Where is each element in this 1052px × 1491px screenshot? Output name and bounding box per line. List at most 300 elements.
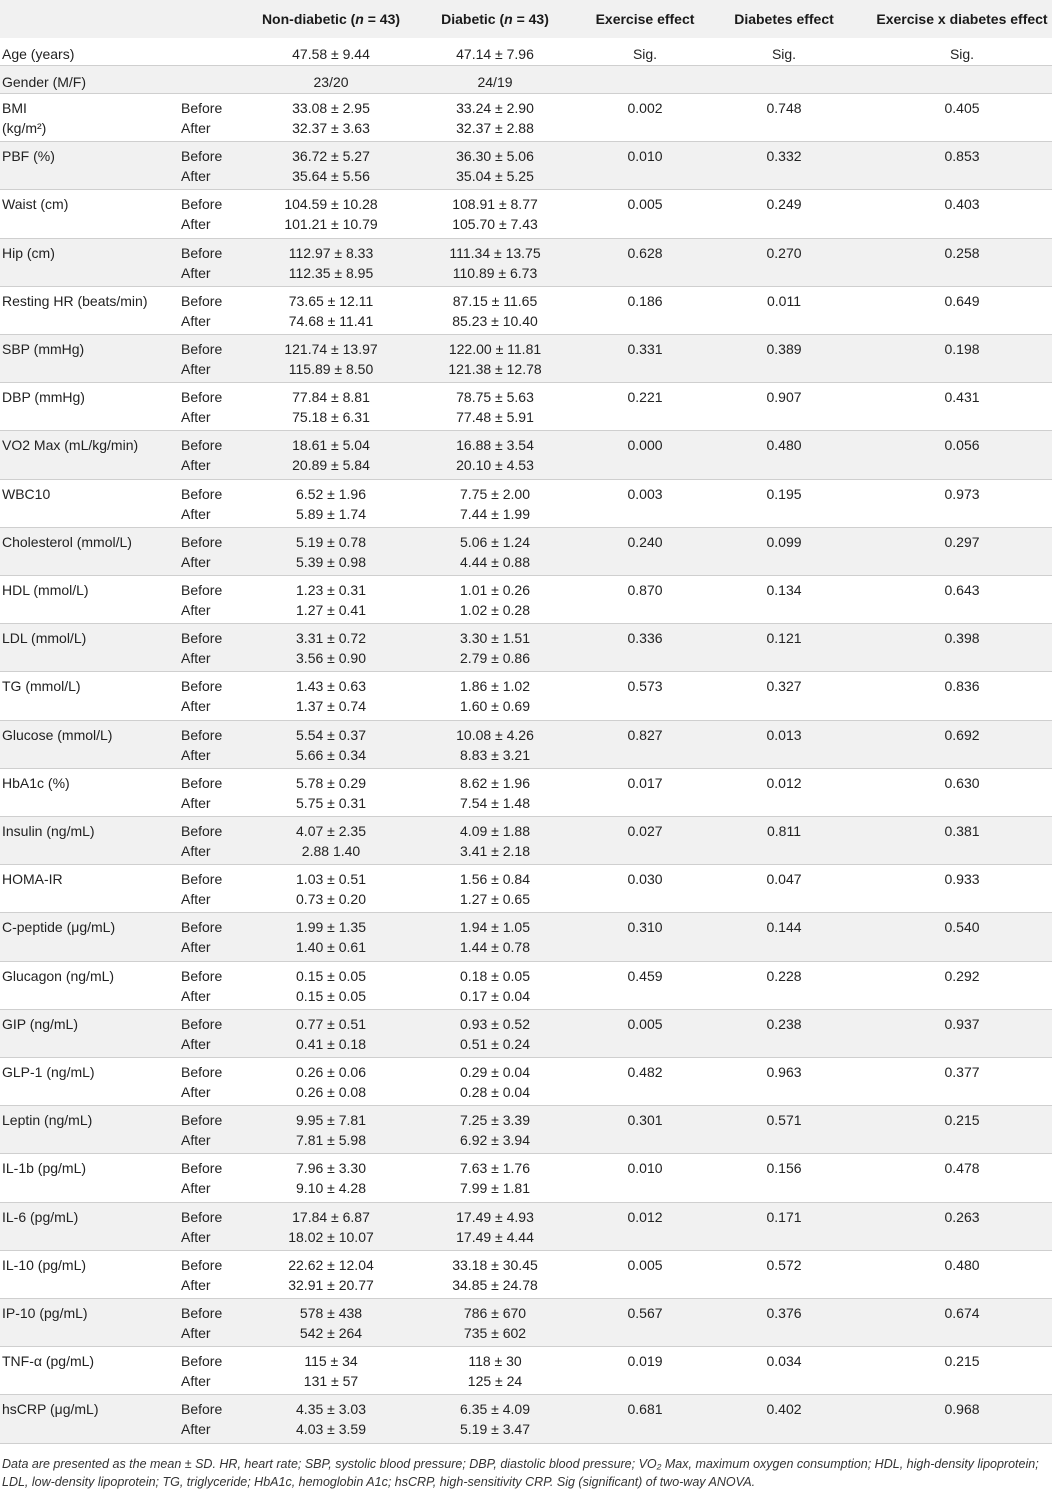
phase-after-label: After: [181, 1084, 211, 1100]
non-diabetic-after-value: 2.88 1.40: [301, 843, 361, 859]
phase-before-label: Before: [181, 919, 223, 936]
diabetic-before-value: 108.91 ± 8.77: [452, 196, 538, 213]
diabetic-after-value: 4.44 ± 0.88: [460, 553, 530, 570]
diabetic-before-value: 0.93 ± 0.52: [460, 1015, 530, 1032]
diabetes-effect-value: 0.099: [766, 533, 802, 550]
diabetic-before-value: 33.24 ± 2.90: [456, 100, 534, 116]
interaction-effect-value: 0.297: [944, 533, 980, 550]
non-diabetic-before-value: 73.65 ± 12.11: [288, 292, 374, 309]
interaction-effect-value: 0.973: [944, 485, 980, 502]
diabetes-effect-value: 0.034: [766, 1353, 802, 1370]
exercise-effect-value: 0.000: [627, 437, 663, 454]
diabetic-before-value: 33.18 ± 30.45: [452, 1256, 538, 1273]
table-row: [0, 431, 1052, 479]
diabetic-after-value: 110.89 ± 6.73: [452, 264, 538, 281]
phase-after-label: After: [181, 120, 211, 136]
diabetic-after-value: 34.85 ± 24.78: [452, 1276, 538, 1293]
interaction-effect-value: 0.649: [944, 292, 980, 309]
phase-before-label: Before: [181, 437, 223, 454]
diabetic-before-value: 10.08 ± 4.26: [456, 726, 534, 743]
table-row: [0, 142, 1052, 190]
phase-before-label: Before: [181, 1353, 223, 1370]
non-diabetic-before-value: 121.74 ± 13.97: [284, 341, 378, 357]
phase-before-label: Before: [181, 100, 223, 116]
interaction-effect-value: 0.540: [944, 919, 980, 936]
table-row: [0, 383, 1052, 431]
diabetes-effect-value: Sig.: [771, 46, 797, 62]
interaction-effect-value: 0.292: [944, 967, 980, 984]
row-label: C-peptide (μg/mL): [2, 919, 116, 936]
header-diabetes-effect: Diabetes effect: [734, 11, 834, 27]
phase-before-label: Before: [181, 871, 223, 888]
table-row: [0, 913, 1052, 961]
phase-before-label: Before: [181, 1015, 223, 1032]
phase-after-label: After: [181, 1035, 211, 1052]
table-row: [0, 1106, 1052, 1154]
diabetic-before-value: 122.00 ± 11.81: [448, 341, 542, 357]
phase-after-label: After: [181, 1325, 211, 1341]
non-diabetic-after-value: 0.15 ± 0.05: [296, 987, 366, 1004]
phase-after-label: After: [181, 553, 211, 570]
diabetes-effect-value: 0.811: [767, 823, 801, 839]
row-label: WBC10: [2, 485, 51, 502]
exercise-effect-value: 0.010: [627, 148, 663, 165]
row-label: HDL (mmol/L): [2, 582, 89, 598]
phase-after-label: After: [181, 1180, 211, 1197]
interaction-effect-value: 0.215: [944, 1353, 980, 1370]
table-row: [0, 335, 1052, 383]
phase-after-label: After: [181, 650, 211, 667]
non-diabetic-after-value: 20.89 ± 5.84: [292, 457, 370, 474]
exercise-effect-value: 0.005: [627, 1256, 663, 1273]
diabetes-effect-value: 0.907: [766, 389, 802, 406]
non-diabetic-before-value: 77.84 ± 8.81: [292, 389, 370, 406]
diabetic-before-value: 7.63 ± 1.76: [460, 1160, 530, 1177]
phase-before-label: Before: [181, 389, 223, 406]
interaction-effect-value: 0.643: [944, 582, 980, 598]
table-row: [0, 576, 1052, 624]
interaction-effect-value: 0.377: [944, 1064, 980, 1080]
exercise-effect-value: 0.310: [627, 919, 663, 936]
row-label: TNF-α (pg/mL): [2, 1353, 95, 1370]
row-label: GLP-1 (ng/mL): [2, 1064, 95, 1080]
non-diabetic-before-value: 1.43 ± 0.63: [296, 678, 366, 695]
exercise-effect-value: 0.003: [627, 485, 663, 502]
non-diabetic-after-value: 74.68 ± 11.41: [288, 312, 374, 329]
interaction-effect-value: 0.674: [944, 1305, 980, 1321]
diabetic-after-value: 1.27 ± 0.65: [460, 891, 530, 908]
table-row: [0, 1203, 1052, 1251]
non-diabetic-before-value: 112.97 ± 8.33: [288, 244, 374, 261]
diabetic-after-value: 7.99 ± 1.81: [460, 1180, 530, 1197]
diabetic-after-value: 121.38 ± 12.78: [448, 361, 542, 377]
row-label: TG (mmol/L): [2, 678, 81, 695]
phase-before-label: Before: [181, 148, 223, 165]
phase-before-label: Before: [181, 1160, 223, 1177]
row-label: Gender (M/F): [2, 74, 87, 90]
exercise-effect-value: 0.012: [627, 1208, 663, 1225]
diabetic-before-value: 36.30 ± 5.06: [456, 148, 534, 165]
phase-after-label: After: [181, 264, 211, 281]
phase-after-label: After: [181, 602, 211, 618]
non-diabetic-after-value: 115.89 ± 8.50: [288, 361, 374, 377]
non-diabetic-after-value: 3.56 ± 0.90: [296, 650, 366, 667]
exercise-effect-value: 0.628: [627, 244, 663, 261]
exercise-effect-value: 0.186: [627, 292, 663, 309]
exercise-effect-value: 0.002: [627, 100, 663, 116]
phase-before-label: Before: [181, 774, 223, 791]
table-row: [0, 624, 1052, 672]
diabetic-before-value: 87.15 ± 11.65: [452, 292, 538, 309]
non-diabetic-after-value: 32.37 ± 3.63: [292, 120, 370, 136]
phase-after-label: After: [181, 409, 211, 426]
table-row: [0, 239, 1052, 287]
non-diabetic-before-value: 0.15 ± 0.05: [296, 967, 366, 984]
interaction-effect-value: 0.215: [944, 1112, 980, 1129]
non-diabetic-before-value: 4.07 ± 2.35: [296, 823, 366, 839]
non-diabetic-before-value: 36.72 ± 5.27: [292, 148, 370, 165]
non-diabetic-after-value: 7.81 ± 5.98: [296, 1132, 366, 1149]
diabetic-after-value: 1.60 ± 0.69: [460, 698, 530, 715]
non-diabetic-after-value: 1.27 ± 0.41: [296, 602, 366, 618]
diabetes-effect-value: 0.327: [766, 678, 802, 695]
diabetic-before-value: 1.94 ± 1.05: [460, 919, 530, 936]
non-diabetic-value: 47.58 ± 9.44: [292, 46, 370, 62]
non-diabetic-after-value: 35.64 ± 5.56: [292, 168, 370, 185]
row-label: BMI: [2, 100, 27, 116]
interaction-effect-value: 0.398: [944, 630, 980, 647]
diabetes-effect-value: 0.012: [766, 774, 802, 791]
non-diabetic-after-value: 1.37 ± 0.74: [296, 698, 366, 715]
diabetic-after-value: 8.83 ± 3.21: [460, 746, 530, 763]
table-row: [0, 721, 1052, 769]
diabetes-effect-value: 0.402: [766, 1401, 802, 1418]
diabetes-effect-value: 0.480: [766, 437, 802, 454]
interaction-effect-value: 0.258: [944, 244, 980, 261]
interaction-effect-value: 0.431: [944, 389, 980, 406]
non-diabetic-before-value: 22.62 ± 12.04: [288, 1256, 374, 1273]
exercise-effect-value: 0.027: [627, 823, 663, 839]
phase-after-label: After: [181, 1228, 211, 1245]
non-diabetic-before-value: 9.95 ± 7.81: [296, 1112, 366, 1129]
non-diabetic-after-value: 18.02 ± 10.07: [288, 1228, 374, 1245]
row-label-unit: (kg/m²): [2, 120, 47, 136]
diabetes-effect-value: 0.228: [766, 967, 802, 984]
phase-after-label: After: [181, 987, 211, 1004]
interaction-effect-value: 0.853: [944, 148, 980, 165]
non-diabetic-before-value: 6.52 ± 1.96: [296, 485, 366, 502]
interaction-effect-value: 0.198: [944, 341, 980, 357]
interaction-effect-value: 0.405: [944, 100, 980, 116]
diabetic-after-value: 20.10 ± 4.53: [456, 457, 534, 474]
row-label: Waist (cm): [2, 196, 69, 213]
diabetic-before-value: 111.34 ± 13.75: [449, 244, 541, 261]
phase-after-label: After: [181, 891, 211, 908]
interaction-effect-value: 0.381: [944, 823, 980, 839]
diabetic-before-value: 3.30 ± 1.51: [460, 630, 530, 647]
table-row: [0, 287, 1052, 335]
diabetic-after-value: 7.54 ± 1.48: [460, 794, 530, 811]
phase-before-label: Before: [181, 196, 223, 213]
header-interaction-effect: Exercise x diabetes effect: [876, 11, 1048, 27]
row-label: SBP (mmHg): [2, 341, 85, 357]
phase-before-label: Before: [181, 1064, 223, 1080]
diabetes-effect-value: 0.376: [766, 1305, 802, 1321]
diabetic-before-value: 17.49 ± 4.93: [456, 1208, 534, 1225]
phase-before-label: Before: [181, 533, 223, 550]
diabetic-after-value: 5.19 ± 3.47: [460, 1421, 530, 1438]
interaction-effect-value: 0.403: [944, 196, 980, 213]
phase-before-label: Before: [181, 967, 223, 984]
exercise-effect-value: 0.336: [627, 630, 663, 647]
diabetic-before-value: 0.18 ± 0.05: [460, 967, 530, 984]
row-label: PBF (%): [2, 148, 55, 165]
phase-before-label: Before: [181, 1112, 223, 1129]
non-diabetic-before-value: 7.96 ± 3.30: [296, 1160, 366, 1177]
non-diabetic-after-value: 4.03 ± 3.59: [296, 1421, 366, 1438]
row-label: Age (years): [2, 46, 75, 62]
phase-after-label: After: [181, 1132, 211, 1149]
exercise-effect-value: 0.567: [627, 1305, 663, 1321]
row-label: Glucagon (ng/mL): [2, 967, 115, 984]
row-label: Leptin (ng/mL): [2, 1112, 93, 1129]
non-diabetic-before-value: 5.19 ± 0.78: [296, 533, 366, 550]
non-diabetic-after-value: 0.26 ± 0.08: [296, 1084, 366, 1100]
header-exercise-effect: Exercise effect: [595, 11, 695, 27]
diabetes-effect-value: 0.571: [766, 1112, 802, 1129]
phase-before-label: Before: [181, 1208, 223, 1225]
phase-after-label: After: [181, 1276, 211, 1293]
interaction-effect-value: 0.056: [944, 437, 980, 454]
phase-before-label: Before: [181, 1256, 223, 1273]
diabetes-effect-value: 0.963: [766, 1064, 802, 1080]
diabetic-after-value: 0.51 ± 0.24: [460, 1035, 530, 1052]
diabetic-after-value: 0.17 ± 0.04: [460, 987, 530, 1004]
diabetic-after-value: 77.48 ± 5.91: [456, 409, 534, 426]
diabetic-after-value: 6.92 ± 3.94: [460, 1132, 530, 1149]
table-row: [0, 962, 1052, 1010]
non-diabetic-before-value: 5.54 ± 0.37: [296, 726, 366, 743]
phase-after-label: After: [181, 1373, 211, 1390]
row-label: HOMA-IR: [2, 871, 63, 888]
row-label: Resting HR (beats/min): [2, 292, 148, 309]
exercise-effect-value: 0.221: [627, 389, 663, 406]
exercise-effect-value: 0.681: [627, 1401, 663, 1418]
table-row: [0, 865, 1052, 913]
table-row: [0, 38, 1052, 66]
exercise-effect-value: 0.240: [627, 533, 663, 550]
table-row: [0, 94, 1052, 142]
interaction-effect-value: 0.692: [944, 726, 980, 743]
row-label: Cholesterol (mmol/L): [2, 533, 132, 550]
phase-after-label: After: [181, 843, 211, 859]
table-row: [0, 528, 1052, 576]
non-diabetic-after-value: 1.40 ± 0.61: [296, 939, 366, 956]
diabetes-effect-value: 0.013: [766, 726, 802, 743]
interaction-effect-value: 0.263: [944, 1208, 980, 1225]
row-label: Insulin (ng/mL): [2, 823, 95, 839]
exercise-effect-value: 0.005: [627, 1015, 663, 1032]
non-diabetic-before-value: 4.35 ± 3.03: [296, 1401, 366, 1418]
non-diabetic-before-value: 18.61 ± 5.04: [292, 437, 370, 454]
diabetic-after-value: 2.79 ± 0.86: [460, 650, 530, 667]
table-row: [0, 1347, 1052, 1395]
diabetic-before-value: 0.29 ± 0.04: [460, 1064, 530, 1080]
diabetic-before-value: 786 ± 670: [463, 1305, 527, 1321]
diabetic-after-value: 0.28 ± 0.04: [460, 1084, 530, 1100]
non-diabetic-after-value: 75.18 ± 6.31: [292, 409, 370, 426]
phase-before-label: Before: [181, 1305, 223, 1321]
phase-before-label: Before: [181, 244, 223, 261]
exercise-effect-value: 0.870: [627, 582, 663, 598]
exercise-effect-value: 0.030: [627, 871, 663, 888]
diabetic-before-value: 8.62 ± 1.96: [460, 774, 530, 791]
phase-after-label: After: [181, 457, 211, 474]
diabetic-value: 47.14 ± 7.96: [456, 46, 534, 62]
non-diabetic-after-value: 9.10 ± 4.28: [296, 1180, 366, 1197]
diabetic-after-value: 17.49 ± 4.44: [456, 1228, 534, 1245]
non-diabetic-before-value: 0.26 ± 0.06: [296, 1064, 366, 1080]
diabetic-after-value: 1.44 ± 0.78: [460, 939, 530, 956]
diabetes-effect-value: 0.011: [767, 292, 801, 309]
diabetic-value: 24/19: [477, 74, 513, 90]
non-diabetic-after-value: 0.73 ± 0.20: [296, 891, 366, 908]
interaction-effect-value: Sig.: [949, 46, 975, 62]
diabetic-before-value: 16.88 ± 3.54: [456, 437, 534, 454]
row-label: Hip (cm): [2, 244, 55, 261]
phase-before-label: Before: [181, 630, 223, 647]
table-row: [0, 1299, 1052, 1347]
table-row: [0, 769, 1052, 817]
diabetes-effect-value: 0.332: [766, 148, 802, 165]
non-diabetic-before-value: 1.99 ± 1.35: [296, 919, 366, 936]
header-diabetic: Diabetic (n = 43): [441, 11, 549, 27]
phase-after-label: After: [181, 746, 211, 763]
diabetic-after-value: 3.41 ± 2.18: [460, 843, 530, 859]
row-label: HbA1c (%): [2, 774, 70, 791]
non-diabetic-after-value: 5.89 ± 1.74: [296, 505, 366, 522]
exercise-effect-value: 0.301: [627, 1112, 663, 1129]
non-diabetic-after-value: 0.41 ± 0.18: [296, 1035, 366, 1052]
exercise-effect-value: 0.482: [627, 1064, 663, 1080]
row-label: IL-6 (pg/mL): [2, 1208, 79, 1225]
exercise-effect-value: 0.827: [627, 726, 663, 743]
non-diabetic-before-value: 0.77 ± 0.51: [296, 1015, 366, 1032]
table-row: [0, 1395, 1052, 1443]
row-label: IL-1b (pg/mL): [2, 1160, 87, 1177]
phase-before-label: Before: [181, 582, 223, 598]
non-diabetic-before-value: 104.59 ± 10.28: [284, 196, 378, 213]
phase-after-label: After: [181, 698, 211, 715]
non-diabetic-after-value: 5.66 ± 0.34: [296, 746, 366, 763]
table-row: [0, 480, 1052, 528]
exercise-effect-value: 0.005: [627, 196, 663, 213]
phase-after-label: After: [181, 312, 211, 329]
interaction-effect-value: 0.480: [944, 1256, 980, 1273]
diabetes-effect-value: 0.238: [766, 1015, 802, 1032]
diabetic-before-value: 4.09 ± 1.88: [460, 823, 530, 839]
non-diabetic-before-value: 1.23 ± 0.31: [296, 582, 366, 598]
diabetes-effect-value: 0.171: [766, 1208, 802, 1225]
phase-after-label: After: [181, 168, 211, 185]
table-row: [0, 817, 1052, 865]
non-diabetic-after-value: 112.35 ± 8.95: [288, 264, 374, 281]
non-diabetic-value: 23/20: [313, 74, 349, 90]
diabetes-effect-value: 0.389: [766, 341, 802, 357]
exercise-effect-value: 0.019: [627, 1353, 663, 1370]
table-row: [0, 672, 1052, 720]
table-row: [0, 1251, 1052, 1299]
diabetic-after-value: 125 ± 24: [467, 1373, 523, 1390]
diabetes-effect-value: 0.572: [766, 1256, 802, 1273]
non-diabetic-after-value: 32.91 ± 20.77: [288, 1276, 374, 1293]
phase-before-label: Before: [181, 485, 223, 502]
diabetic-before-value: 6.35 ± 4.09: [460, 1401, 530, 1418]
diabetic-before-value: 118 ± 30: [468, 1353, 522, 1370]
non-diabetic-after-value: 5.75 ± 0.31: [296, 794, 366, 811]
diabetes-effect-value: 0.144: [766, 919, 802, 936]
exercise-effect-value: 0.017: [627, 774, 663, 791]
exercise-effect-value: 0.331: [627, 341, 663, 357]
phase-before-label: Before: [181, 678, 223, 695]
row-label: LDL (mmol/L): [2, 630, 87, 647]
diabetic-before-value: 78.75 ± 5.63: [456, 389, 534, 406]
row-label: Glucose (mmol/L): [2, 726, 113, 743]
diabetes-effect-value: 0.156: [766, 1160, 802, 1177]
non-diabetic-before-value: 33.08 ± 2.95: [292, 100, 370, 116]
non-diabetic-before-value: 1.03 ± 0.51: [296, 871, 366, 888]
non-diabetic-before-value: 578 ± 438: [299, 1305, 363, 1321]
diabetic-after-value: 735 ± 602: [463, 1325, 527, 1341]
non-diabetic-after-value: 542 ± 264: [299, 1325, 363, 1341]
phase-after-label: After: [181, 939, 211, 956]
diabetic-after-value: 7.44 ± 1.99: [460, 505, 530, 522]
diabetic-after-value: 32.37 ± 2.88: [456, 120, 534, 136]
diabetic-after-value: 85.23 ± 10.40: [452, 312, 538, 329]
row-label: GIP (ng/mL): [2, 1015, 78, 1032]
row-label: hsCRP (μg/mL): [2, 1401, 99, 1418]
phase-after-label: After: [181, 505, 211, 522]
phase-before-label: Before: [181, 292, 223, 309]
exercise-effect-value: 0.010: [627, 1160, 663, 1177]
exercise-effect-value: 0.459: [627, 967, 663, 984]
diabetic-after-value: 35.04 ± 5.25: [456, 168, 534, 185]
diabetic-before-value: 1.86 ± 1.02: [460, 678, 530, 695]
table-row: [0, 1010, 1052, 1058]
diabetic-before-value: 7.75 ± 2.00: [460, 485, 530, 502]
diabetic-before-value: 1.56 ± 0.84: [460, 871, 530, 888]
diabetic-after-value: 105.70 ± 7.43: [452, 216, 538, 233]
phase-after-label: After: [181, 361, 211, 377]
diabetes-effect-value: 0.134: [766, 582, 802, 598]
interaction-effect-value: 0.937: [944, 1015, 980, 1032]
diabetes-effect-value: 0.270: [766, 244, 802, 261]
diabetic-before-value: 1.01 ± 0.26: [460, 582, 530, 598]
table-footnote: Data are presented as the mean ± SD. HR, heart rate; SBP, systolic blood pressure; DBP, diastolic blood pressure; VO₂ Max, maximum oxygen consumption; HDL, high-density lipoprotein; LDL, low-density lipoprotein; TG, triglyceride; HbA1c, hemoglobin A1c; hsCRP, high-sensitivity CRP. Sig (significant) of two-way ANOVA.: [2, 1457, 1039, 1489]
interaction-effect-value: 0.836: [944, 678, 980, 695]
diabetic-before-value: 7.25 ± 3.39: [460, 1112, 530, 1129]
phase-before-label: Before: [181, 726, 223, 743]
non-diabetic-after-value: 5.39 ± 0.98: [296, 553, 366, 570]
diabetic-before-value: 5.06 ± 1.24: [460, 533, 530, 550]
interaction-effect-value: 0.478: [944, 1160, 980, 1177]
diabetic-after-value: 1.02 ± 0.28: [460, 602, 530, 618]
diabetes-effect-value: 0.121: [766, 630, 802, 647]
table-row: [0, 66, 1052, 94]
table-header: [0, 0, 1052, 38]
phase-before-label: Before: [181, 1401, 223, 1418]
non-diabetic-before-value: 115 ± 34: [304, 1353, 358, 1370]
